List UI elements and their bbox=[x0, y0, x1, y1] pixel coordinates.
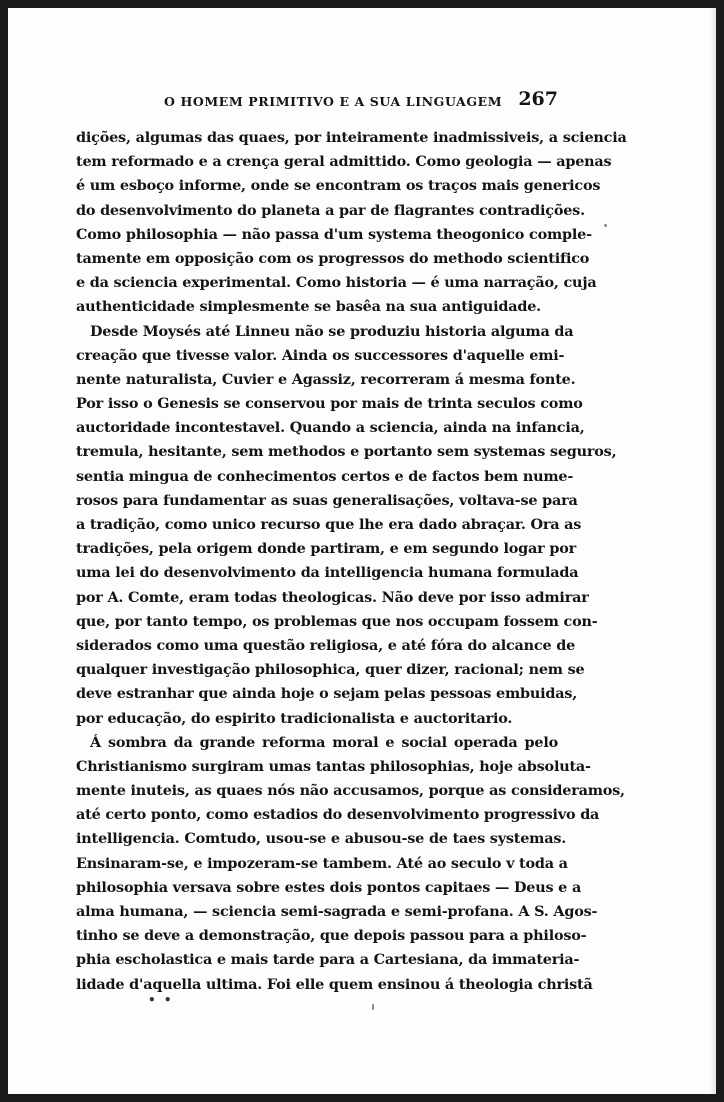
text-line: que, por tanto tempo, os problemas que nos occupam fossem con- bbox=[76, 612, 598, 630]
text-line: uma lei do desenvolvimento da intelligencia humana formulada bbox=[76, 564, 579, 582]
text-line: deve estranhar que ainda hoje o sejam pelas pessoas embuidas, bbox=[76, 685, 578, 703]
text-line: tremula, hesitante, sem methodos e portanto sem systemas seguros, bbox=[76, 443, 617, 461]
text-line: por educação, do espirito tradicionalista e auctoritario. bbox=[76, 709, 513, 727]
text-line: é um esboço informe, onde se encontram os traços mais genericos bbox=[76, 177, 601, 195]
text-line: até certo ponto, como estadios do desenvolvimento progressivo da bbox=[76, 806, 600, 824]
text-line: Ensinaram-se, e impozeram-se tambem. Até ao seculo v toda a bbox=[76, 854, 568, 872]
footer-marks: • • bbox=[148, 993, 174, 1007]
book-page bbox=[76, 86, 627, 997]
text-line: alma humana, — sciencia semi-sagrada e semi-profana. A S. Agos- bbox=[76, 903, 598, 920]
scan-speck bbox=[604, 224, 607, 227]
text-line: rosos para fundamentar as suas generalisações, voltava-se para bbox=[76, 491, 578, 509]
paragraph-1 bbox=[76, 126, 627, 320]
text-line: creação que tivesse valor. Ainda os successores d'aquelle emi- bbox=[76, 346, 565, 364]
text-line: do desenvolvimento do planeta a par de flagrantes contradições. bbox=[76, 201, 585, 219]
body-text bbox=[76, 126, 627, 997]
text-line: tinho se deve a demonstração, que depois passou para a philoso- bbox=[76, 927, 587, 945]
text-line: tradições, pela origem donde partiram, e em segundo logar por bbox=[76, 540, 576, 558]
text-line: dições, algumas das quaes, por inteiramente inadmissiveis, a sciencia bbox=[76, 129, 627, 146]
paragraph-3 bbox=[76, 731, 625, 997]
text-line: tamente em opposição com os progressos do methodo scientifico bbox=[76, 249, 590, 267]
text-line: por A. Comte, eram todas theologicas. Não deve por isso admirar bbox=[76, 588, 589, 606]
page-number: 267 bbox=[518, 88, 558, 110]
text-line: sentia mingua de conhecimentos certos e de factos bem nume- bbox=[76, 467, 574, 485]
text-line: Desde Moysés até Linneu não se produziu historia alguma da bbox=[90, 322, 574, 340]
text-line: Como philosophia — não passa d'um systema theogonico comple- bbox=[76, 225, 592, 243]
text-line: authenticidade simplesmente se basêa na sua antiguidade. bbox=[76, 298, 541, 316]
text-line: auctoridade incontestavel. Quando a sciencia, ainda na infancia, bbox=[76, 419, 585, 437]
text-line: mente inuteis, as quaes nós não accusamos, porque as consideramos, bbox=[76, 782, 625, 800]
text-line: philosophia versava sobre estes dois pontos capitaes — Deus e a bbox=[76, 878, 582, 896]
text-line: Por isso o Genesis se conservou por mais de trinta seculos como bbox=[76, 395, 583, 413]
text-line: a tradição, como unico recurso que lhe era dado abraçar. Ora as bbox=[76, 516, 582, 533]
text-line: nente naturalista, Cuvier e Agassiz, recorreram á mesma fonte. bbox=[76, 370, 576, 388]
text-line: Christianismo surgiram umas tantas philosophias, hoje absoluta- bbox=[76, 757, 591, 775]
text-line: tem reformado e a crença geral admittido. Como geologia — apenas bbox=[76, 153, 612, 171]
scan-speck bbox=[372, 1004, 374, 1010]
running-title: O HOMEM PRIMITIVO E A SUA LINGUAGEM bbox=[164, 94, 503, 109]
text-line: siderados como uma questão religiosa, e até fóra do alcance de bbox=[76, 636, 576, 654]
paragraph-2 bbox=[76, 320, 617, 731]
text-line: Á sombra da grande reforma moral e social operada pelo bbox=[90, 733, 558, 751]
running-head bbox=[76, 86, 558, 116]
text-line: phia escholastica e mais tarde para a Cartesiana, da immateria- bbox=[76, 951, 580, 969]
text-line: e da sciencia experimental. Como historia — é uma narração, cuja bbox=[76, 274, 597, 292]
page-edge-shadow bbox=[710, 8, 716, 1094]
text-line: qualquer investigação philosophica, quer dizer, racional; nem se bbox=[76, 661, 585, 679]
text-line: lidade d'aquella ultima. Foi elle quem ensinou á theologia christã bbox=[76, 975, 593, 993]
text-line: intelligencia. Comtudo, usou-se e abusou-se de taes systemas. bbox=[76, 830, 567, 848]
